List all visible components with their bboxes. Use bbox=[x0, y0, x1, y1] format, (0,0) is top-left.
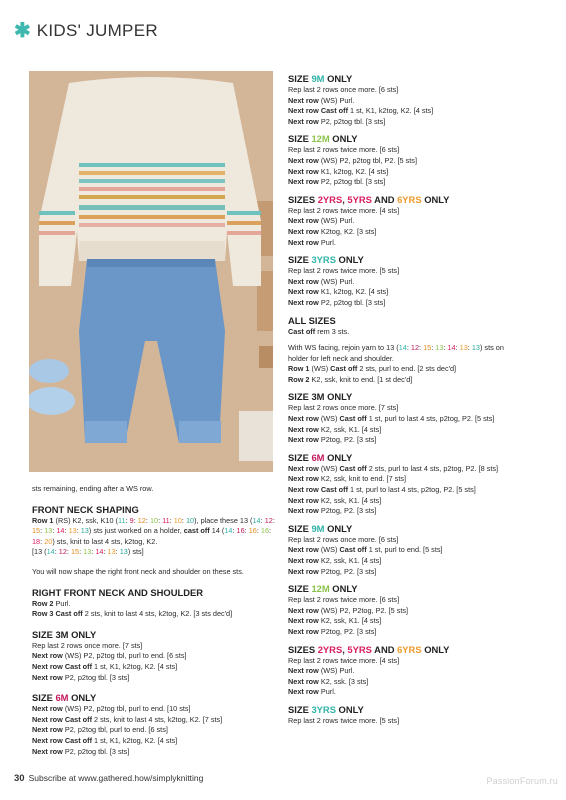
b-3m-line4: Next row P2tog, P2. [3 sts] bbox=[288, 435, 377, 445]
a-9m-line4: Next row P2, p2tog tbl. [3 sts] bbox=[288, 116, 386, 126]
a-9m-line2: Next row (WS) Purl. bbox=[288, 95, 355, 105]
b-3m-line3: Next row K2, ssk, K1. [4 sts] bbox=[288, 424, 382, 434]
b-3m-line1: Rep last 2 rows once more. [7 sts] bbox=[288, 403, 399, 413]
b-256-line2: Next row (WS) Purl. bbox=[288, 666, 355, 676]
a-256-line1: Rep last 2 rows twice more. [4 sts] bbox=[288, 205, 400, 215]
size-6m-line2: Next row Cast off 2 sts, knit to last 4 sts, k2tog, K2. [7 sts] bbox=[32, 714, 223, 724]
front-neck-row1: Row 1 (RS) K2, ssk, K10 (11: 9: 12: 10: 11: 10: 10), place these 13 (14: 12: 15: 13: 14: 13: 13) sts just worked on a holder, cast off 14 (14: 16: 16: 16: 18: 20) sts, knit to last 4 sts, k2tog, K2. [13 (14: 12: 15: 13: 14: 13: 13) sts] bbox=[32, 515, 275, 557]
a-256-line4: Next row Purl. bbox=[288, 237, 336, 247]
b-6m-line4: Next row K2, ssk, K1. [4 sts] bbox=[288, 495, 382, 505]
a-size-12m-heading: SIZE 12M ONLY bbox=[288, 133, 358, 145]
rfn-row3: Row 3 Cast off 2 sts, knit to last 4 sts, k2tog, K2. [3 sts dec'd] bbox=[32, 609, 233, 619]
b-size-9m-heading: SIZE 9M ONLY bbox=[288, 522, 353, 534]
jumper-photo-illustration bbox=[29, 71, 273, 472]
b-9m-line2: Next row (WS) Cast off 1 st, purl to end. [5 sts] bbox=[288, 545, 443, 555]
size-6m-line4: Next row Cast off 1 st, K1, k2tog, K2. [4 sts] bbox=[32, 735, 178, 745]
rfn-row2: Row 2 Purl. bbox=[32, 598, 71, 608]
a-12m-line4: Next row P2, p2tog tbl. [3 sts] bbox=[288, 177, 386, 187]
b-6m-line5: Next row P2tog, P2. [3 sts] bbox=[288, 506, 377, 516]
asterisk-icon: ✱ bbox=[14, 20, 31, 42]
size-6m-line3: Next row P2, p2tog tbl, purl to end. [6 sts] bbox=[32, 725, 168, 735]
a-256-line2: Next row (WS) Purl. bbox=[288, 216, 355, 226]
jumper-photo bbox=[29, 71, 273, 472]
front-neck-heading: FRONT NECK SHAPING bbox=[32, 503, 139, 515]
b-256-line3: Next row K2, ssk. [3 sts] bbox=[288, 676, 369, 686]
b-9m-line3: Next row K2, ssk, K1. [4 sts] bbox=[288, 556, 382, 565]
section-header bbox=[14, 20, 158, 42]
b-size-6m-heading: SIZE 6M ONLY bbox=[288, 451, 353, 463]
b-12m-line1: Rep last 2 rows twice more. [6 sts] bbox=[288, 595, 400, 605]
a-size-3yrs-heading: SIZE 3YRS ONLY bbox=[288, 254, 364, 266]
a-9m-line1: Rep last 2 rows once more. [6 sts] bbox=[288, 85, 399, 94]
size-3m-line3: Next row Cast off 1 st, K1, k2tog, K2. [4 sts] bbox=[32, 661, 178, 671]
ws-line2: holder for left neck and shoulder. bbox=[288, 353, 394, 363]
a-size-9m-heading: SIZE 9M ONLY bbox=[288, 73, 353, 84]
b-256-line4: Next row Purl. bbox=[288, 687, 336, 697]
all-sizes-heading: ALL SIZES bbox=[288, 314, 336, 326]
b-6m-line1: Next row (WS) Cast off 2 sts, purl to last 4 sts, p2tog, P2. [8 sts] bbox=[288, 463, 499, 473]
a-12m-line1: Rep last 2 rows twice more. [6 sts] bbox=[288, 145, 400, 155]
size-6m-line5: Next row P2, p2tog tbl. [3 sts] bbox=[32, 746, 130, 756]
size-3m-line4: Next row P2, p2tog tbl. [3 sts] bbox=[32, 672, 130, 682]
a-3y-line2: Next row (WS) Purl. bbox=[288, 276, 355, 286]
size-3m-line2: Next row (WS) P2, p2tog tbl, purl to end. [6 sts] bbox=[32, 651, 187, 661]
page-number: 30 bbox=[14, 773, 25, 784]
a-9m-line3: Next row Cast off 1 st, K1, k2tog, K2. [4 sts] bbox=[288, 106, 434, 116]
b-9m-line4: Next row P2tog, P2. [3 sts] bbox=[288, 566, 377, 576]
a-sizes-2-5-6-heading: SIZES 2YRS, 5YRS AND 6YRS ONLY bbox=[288, 193, 450, 205]
b-6m-line2: Next row K2, ssk, knit to end. [7 sts] bbox=[288, 474, 407, 484]
a-256-line3: Next row K2tog, K2. [3 sts] bbox=[288, 226, 377, 236]
right-column bbox=[288, 73, 553, 727]
a-12m-line2: Next row (WS) P2, p2tog tbl, P2. [5 sts] bbox=[288, 155, 417, 165]
a-12m-line3: Next row K1, k2tog, K2. [4 sts] bbox=[288, 166, 389, 176]
page-footer bbox=[14, 773, 203, 784]
all-line1: Cast off rem 3 sts. bbox=[288, 326, 350, 336]
a-3y-line4: Next row P2, p2tog tbl. [3 sts] bbox=[288, 297, 386, 307]
ws-line3: Row 1 (WS) Cast off 2 sts, purl to end. [2 sts dec'd] bbox=[288, 364, 457, 374]
ws-line1: With WS facing, rejoin yarn to 13 (14: 12: 15: 13: 14: 13: 13) sts on bbox=[288, 343, 504, 353]
b-size-3m-heading: SIZE 3M ONLY bbox=[288, 391, 353, 403]
size-6m-line1: Next row (WS) P2, p2tog tbl, purl to end. [10 sts] bbox=[32, 704, 191, 714]
b-9m-line1: Rep last 2 rows once more. [6 sts] bbox=[288, 534, 399, 544]
section-title: KIDS' JUMPER bbox=[36, 21, 158, 40]
b-size-3yrs-heading: SIZE 3YRS ONLY bbox=[288, 703, 364, 715]
b-3y-line1: Rep last 2 rows twice more. [5 sts] bbox=[288, 715, 400, 725]
b-size-12m-heading: SIZE 12M ONLY bbox=[288, 583, 358, 595]
subscribe-link[interactable]: Subscribe at www.gathered.how/simplyknitting bbox=[28, 773, 204, 783]
watermark: PassionForum.ru bbox=[486, 776, 558, 786]
b-12m-line3: Next row K2, ssk, K1. [4 sts] bbox=[288, 616, 382, 626]
b-12m-line4: Next row P2tog, P2. [3 sts] bbox=[288, 626, 377, 636]
b-256-line1: Rep last 2 rows twice more. [4 sts] bbox=[288, 655, 400, 665]
a-3y-line3: Next row K1, k2tog, K2. [4 sts] bbox=[288, 287, 389, 297]
b-12m-line2: Next row (WS) P2, P2tog, P2. [5 sts] bbox=[288, 605, 409, 615]
shape-note: You will now shape the right front neck and shoulder on these sts. bbox=[32, 566, 244, 576]
intro-text: sts remaining, ending after a WS row. bbox=[32, 484, 154, 493]
b-sizes-2-5-6-heading: SIZES 2YRS, 5YRS AND 6YRS ONLY bbox=[288, 643, 450, 655]
a-3y-line1: Rep last 2 rows twice more. [5 sts] bbox=[288, 266, 400, 276]
right-front-neck-heading: RIGHT FRONT NECK AND SHOULDER bbox=[32, 586, 204, 598]
size-3m-heading: SIZE 3M ONLY bbox=[32, 628, 97, 640]
b-3m-line2: Next row (WS) Cast off 1 st, purl to last 4 sts, p2tog, P2. [5 sts] bbox=[288, 414, 495, 424]
ws-line4: Row 2 K2, ssk, knit to end. [1 st dec'd] bbox=[288, 374, 413, 384]
left-column bbox=[32, 484, 280, 757]
size-3m-line1: Rep last 2 rows once more. [7 sts] bbox=[32, 640, 143, 650]
size-6m-heading: SIZE 6M ONLY bbox=[32, 692, 97, 704]
b-6m-line3: Next row Cast off 1 st, purl to last 4 sts, p2tog, P2. [5 sts] bbox=[288, 485, 476, 495]
